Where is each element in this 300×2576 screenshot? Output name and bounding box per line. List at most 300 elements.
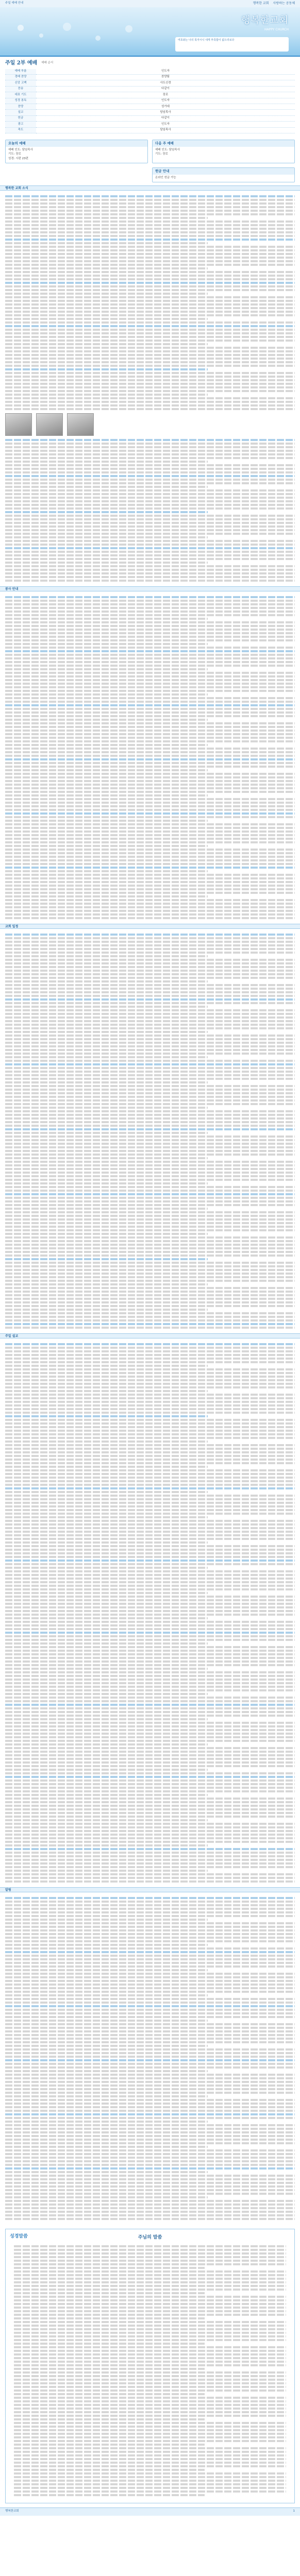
text-line <box>5 1614 295 1616</box>
text-line <box>5 668 208 670</box>
text-line <box>5 1376 295 1378</box>
text-line <box>5 647 295 649</box>
text-line <box>5 1350 295 1352</box>
text-line <box>5 1581 295 1583</box>
text-line <box>5 468 295 470</box>
text-line <box>5 394 208 396</box>
text-line <box>5 1660 295 1663</box>
photo-3 <box>67 413 94 436</box>
text-line <box>5 2124 295 2126</box>
text-line <box>14 2400 286 2402</box>
text-line <box>5 948 295 950</box>
text-line <box>5 1509 295 1511</box>
text-line <box>5 1193 295 1195</box>
text-line <box>5 2131 295 2133</box>
text-line <box>5 1513 295 1515</box>
text-line <box>5 1704 295 1706</box>
text-line <box>5 1747 295 1749</box>
text-line <box>5 632 295 634</box>
text-line <box>5 2059 295 2061</box>
text-line <box>5 1994 208 1996</box>
text-line <box>5 730 295 732</box>
text-line <box>5 2182 295 2184</box>
text-line <box>5 1955 295 1957</box>
text-line <box>5 748 295 750</box>
text-line <box>5 2052 295 2054</box>
text-line <box>14 2422 286 2424</box>
text-line <box>5 1444 295 1446</box>
text-line <box>5 636 295 638</box>
text-line <box>14 2325 286 2327</box>
text-line <box>5 618 208 620</box>
text-line <box>5 1081 208 1083</box>
text-line <box>5 827 295 829</box>
text-line <box>14 2415 286 2417</box>
text-line <box>5 737 295 739</box>
text-line <box>5 758 295 760</box>
text-line <box>5 596 295 598</box>
text-line <box>5 845 208 847</box>
text-line <box>5 654 295 656</box>
info-line: 예배 인도: 담임목사 <box>155 148 180 151</box>
text-line <box>5 2074 295 2076</box>
text-line <box>5 1758 295 1760</box>
text-line <box>5 221 295 223</box>
text-line <box>5 235 295 237</box>
text-line <box>5 314 295 316</box>
text-line <box>5 2045 208 2047</box>
order-label: 찬송 <box>5 86 36 92</box>
text-line <box>5 1707 295 1709</box>
text-line <box>14 2462 286 2464</box>
text-line <box>5 210 295 212</box>
text-line <box>14 2433 286 2435</box>
text-line <box>5 551 295 553</box>
text-line <box>5 977 295 979</box>
text-line <box>5 1291 295 1293</box>
church-subtitle: HAPPY CHURCH <box>264 28 289 31</box>
text-line <box>5 311 295 313</box>
text-line <box>5 515 295 517</box>
text-line <box>5 1020 295 1022</box>
text-line <box>14 2418 205 2420</box>
order-row <box>5 110 295 115</box>
text-line <box>5 726 295 728</box>
text-line <box>5 791 295 793</box>
text-line <box>5 650 295 652</box>
text-line <box>5 1255 295 1257</box>
text-line <box>5 231 295 233</box>
text-line <box>14 2393 205 2395</box>
order-label: 헌금 <box>5 115 36 121</box>
text-line <box>5 275 295 277</box>
text-line <box>5 719 208 721</box>
text-line <box>5 1516 208 1518</box>
bible-box <box>5 2229 295 2503</box>
text-line <box>5 1103 295 1105</box>
text-line <box>5 1426 295 1428</box>
text-line <box>5 296 295 298</box>
calendar-band: 교회 일정 <box>0 924 300 929</box>
text-line <box>5 493 295 495</box>
text-line <box>5 2009 295 2011</box>
text-line <box>5 1505 295 1507</box>
text-line <box>5 1038 295 1040</box>
text-line <box>5 239 295 241</box>
text-line <box>5 1621 295 1623</box>
text-line <box>5 195 295 197</box>
order-label: 경배 찬양 <box>5 74 36 80</box>
text-line <box>5 1422 295 1425</box>
text-line <box>5 1262 295 1264</box>
text-line <box>5 1139 295 1141</box>
text-line <box>5 2030 295 2032</box>
text-line <box>5 1132 208 1134</box>
text-line <box>5 708 295 710</box>
text-line <box>14 2339 286 2341</box>
text-line <box>5 1027 295 1029</box>
order-row <box>5 74 295 80</box>
text-line <box>5 1495 295 1497</box>
text-line <box>5 293 208 295</box>
text-line <box>5 1136 295 1138</box>
text-line <box>5 1790 295 1792</box>
text-line <box>14 2256 286 2258</box>
text-line <box>5 1549 295 1551</box>
slogan-2: 사랑하는 공동체 <box>273 1 295 5</box>
text-line <box>5 289 295 291</box>
text-line <box>5 540 295 542</box>
text-line <box>5 1110 295 1112</box>
text-line <box>14 2292 205 2294</box>
text-line <box>5 766 295 768</box>
text-line <box>5 959 295 961</box>
text-line <box>5 1880 295 1883</box>
text-line <box>14 2458 286 2460</box>
text-line <box>5 1606 295 1608</box>
today-worship-box <box>5 140 148 163</box>
text-line <box>5 751 295 753</box>
text-line <box>5 336 295 338</box>
text-line <box>5 722 295 724</box>
text-line <box>14 2368 205 2370</box>
text-line <box>5 955 208 957</box>
text-line <box>5 1372 295 1374</box>
text-line <box>5 1599 295 1601</box>
text-line <box>5 1419 295 1421</box>
text-line <box>5 379 295 381</box>
order-label: 축도 <box>5 127 36 133</box>
text-line <box>5 1531 295 1533</box>
text-line <box>5 1247 295 1249</box>
text-line <box>5 917 295 919</box>
text-line <box>5 1229 295 1231</box>
text-line <box>5 1354 295 1356</box>
text-line <box>5 2146 208 2148</box>
text-line <box>5 1430 295 1432</box>
text-line <box>5 998 295 1001</box>
notice-section <box>0 1892 300 2225</box>
text-line <box>5 639 295 641</box>
text-line <box>5 1962 295 1964</box>
text-line <box>5 859 295 861</box>
text-line <box>5 2167 295 2170</box>
text-line <box>5 1664 295 1666</box>
text-line <box>5 823 295 825</box>
order-label: 광고 <box>5 122 36 127</box>
text-line <box>5 1973 295 1975</box>
text-line <box>5 1844 208 1846</box>
text-line <box>5 1653 295 1655</box>
text-line <box>5 1433 295 1435</box>
text-line <box>5 1769 208 1771</box>
text-line <box>14 2281 286 2283</box>
text-line <box>5 1556 295 1558</box>
text-line <box>5 1150 295 1152</box>
text-line <box>5 849 295 851</box>
text-line <box>5 1157 208 1159</box>
text-line <box>5 401 295 403</box>
text-line <box>5 1671 295 1673</box>
text-line <box>5 446 295 448</box>
text-line <box>5 2048 295 2050</box>
text-line <box>5 1013 295 1015</box>
text-line <box>5 2164 295 2166</box>
text-line <box>5 2023 295 2025</box>
text-line <box>5 941 295 943</box>
text-line <box>5 340 295 342</box>
text-line <box>14 2487 286 2489</box>
text-line <box>5 980 208 982</box>
text-line <box>5 2175 295 2177</box>
text-line <box>5 1056 208 1058</box>
order-content: 다같이 <box>36 115 295 121</box>
slogan <box>253 2 295 6</box>
text-line <box>5 934 295 936</box>
text-line <box>14 2371 286 2374</box>
text-line <box>14 2483 286 2485</box>
order-content: 담임목사 <box>36 110 295 115</box>
worship-title: 주일 2부 예배 <box>5 60 38 66</box>
text-line <box>5 1211 295 1213</box>
text-line <box>5 1383 295 1385</box>
text-line <box>5 841 295 843</box>
text-line <box>5 450 295 452</box>
text-line <box>5 877 295 879</box>
notice-band: 알림 <box>0 1887 300 1892</box>
text-line <box>5 711 295 714</box>
text-line <box>5 2178 295 2180</box>
text-line <box>5 2207 295 2209</box>
text-line <box>5 1722 295 1724</box>
text-line <box>5 562 208 564</box>
text-line <box>14 2472 286 2475</box>
text-line <box>5 1596 295 1598</box>
text-line <box>5 1379 295 1381</box>
text-line <box>5 1347 295 1349</box>
text-line <box>5 1222 295 1224</box>
top-left-label: 주일 예배 안내 <box>5 2 24 5</box>
text-line <box>5 202 295 205</box>
text-line <box>5 625 295 627</box>
text-line <box>5 2200 295 2202</box>
text-line <box>5 733 295 735</box>
text-line <box>5 361 295 363</box>
text-line <box>5 1642 208 1645</box>
order-content: 사도신경 <box>36 80 295 86</box>
text-line <box>5 1451 295 1453</box>
text-line <box>5 1969 208 1971</box>
text-line <box>5 397 295 399</box>
text-line <box>5 497 295 499</box>
text-line <box>5 1121 295 1123</box>
text-line <box>5 1958 295 1960</box>
text-line <box>14 2267 205 2269</box>
text-line <box>5 614 295 616</box>
text-line <box>5 1459 295 1461</box>
text-line <box>5 1933 295 1935</box>
text-line <box>5 1897 295 1899</box>
text-line <box>5 913 295 916</box>
text-line <box>5 1161 295 1163</box>
text-line <box>5 1258 208 1260</box>
text-line <box>5 1415 208 1417</box>
text-line <box>5 1484 295 1486</box>
text-line <box>5 611 295 613</box>
text-line <box>5 966 295 968</box>
text-line <box>5 1204 295 1206</box>
text-line <box>5 1280 295 1282</box>
text-line <box>14 2386 286 2388</box>
order-row <box>5 80 295 86</box>
text-line <box>5 1016 295 1019</box>
text-line <box>5 1305 295 1307</box>
photo-row <box>5 413 295 436</box>
text-line <box>5 1937 295 1939</box>
header-verse: 여호와는 나의 목자시니 내게 부족함이 없으리로다 <box>175 37 289 52</box>
text-line <box>5 600 295 602</box>
text-line <box>5 1276 295 1278</box>
text-line <box>5 443 295 445</box>
text-line <box>5 885 295 887</box>
text-line <box>5 1603 295 1605</box>
text-line <box>5 500 295 502</box>
text-line <box>5 1570 295 1572</box>
text-line <box>5 2142 295 2144</box>
text-line <box>5 937 295 939</box>
text-line <box>14 2436 286 2438</box>
text-line <box>14 2389 286 2392</box>
text-line <box>5 831 295 833</box>
text-line <box>5 343 208 345</box>
text-line <box>5 1834 295 1836</box>
text-line <box>14 2440 286 2442</box>
text-line <box>14 2263 286 2265</box>
text-line <box>14 2490 286 2493</box>
text-line <box>5 354 295 356</box>
order-content: 인도자 <box>36 98 295 104</box>
church-name: 행복한교회 <box>241 15 289 26</box>
text-line <box>5 1024 295 1026</box>
text-line <box>5 1491 208 1493</box>
text-line <box>5 1009 295 1011</box>
order-content: 담임목사 <box>36 127 295 133</box>
text-line <box>5 816 295 818</box>
text-line <box>5 1646 295 1648</box>
text-line <box>5 1287 295 1289</box>
text-line <box>5 1462 295 1464</box>
text-line <box>5 1473 295 1475</box>
text-line <box>5 1298 295 1300</box>
text-line <box>5 1841 295 1843</box>
text-line <box>5 1686 295 1688</box>
bible-label: 성경말씀 <box>10 2234 28 2240</box>
text-line <box>14 2314 286 2316</box>
text-line <box>5 1617 208 1619</box>
text-line <box>5 1146 295 1148</box>
text-line <box>5 1908 295 1910</box>
text-line <box>5 372 295 374</box>
text-line <box>5 1628 295 1630</box>
text-line <box>5 507 295 510</box>
text-line <box>5 2027 295 2029</box>
text-line <box>5 572 295 574</box>
text-line <box>5 479 295 481</box>
text-line <box>5 1114 295 1116</box>
text-line <box>5 2095 208 2097</box>
text-line <box>5 1689 295 1691</box>
text-line <box>5 350 295 352</box>
text-line <box>5 1552 295 1554</box>
text-line <box>5 629 295 631</box>
news-band: 행복한 교회 소식 <box>0 185 300 191</box>
text-line <box>14 2480 286 2482</box>
text-line <box>5 1545 295 1547</box>
text-line <box>5 253 295 255</box>
text-line <box>5 1361 295 1363</box>
text-line <box>5 1397 295 1399</box>
text-line <box>14 2451 286 2453</box>
order-label: 예배 부름 <box>5 69 36 75</box>
text-line <box>5 318 208 320</box>
text-line <box>5 2020 208 2022</box>
text-line <box>5 856 295 858</box>
photo-2 <box>36 413 63 436</box>
text-line <box>5 1448 295 1450</box>
order-content: 다같이 <box>36 86 295 92</box>
text-line <box>14 2321 286 2323</box>
text-line <box>5 1848 295 1850</box>
text-line <box>5 970 295 972</box>
text-line <box>5 1404 295 1406</box>
text-line <box>5 482 295 484</box>
text-line <box>5 661 295 663</box>
text-line <box>14 2278 286 2280</box>
text-line <box>5 1498 295 1500</box>
text-line <box>5 1560 295 1562</box>
text-line <box>5 1965 295 1968</box>
text-line <box>5 1390 208 1392</box>
text-line <box>5 2157 295 2159</box>
text-line <box>5 1218 295 1221</box>
text-line <box>5 1987 295 1989</box>
order-row <box>5 86 295 92</box>
text-line <box>5 1668 208 1670</box>
text-line <box>5 1240 295 1242</box>
text-line <box>5 1711 295 1713</box>
text-line <box>5 1852 295 1854</box>
text-line <box>5 944 295 946</box>
